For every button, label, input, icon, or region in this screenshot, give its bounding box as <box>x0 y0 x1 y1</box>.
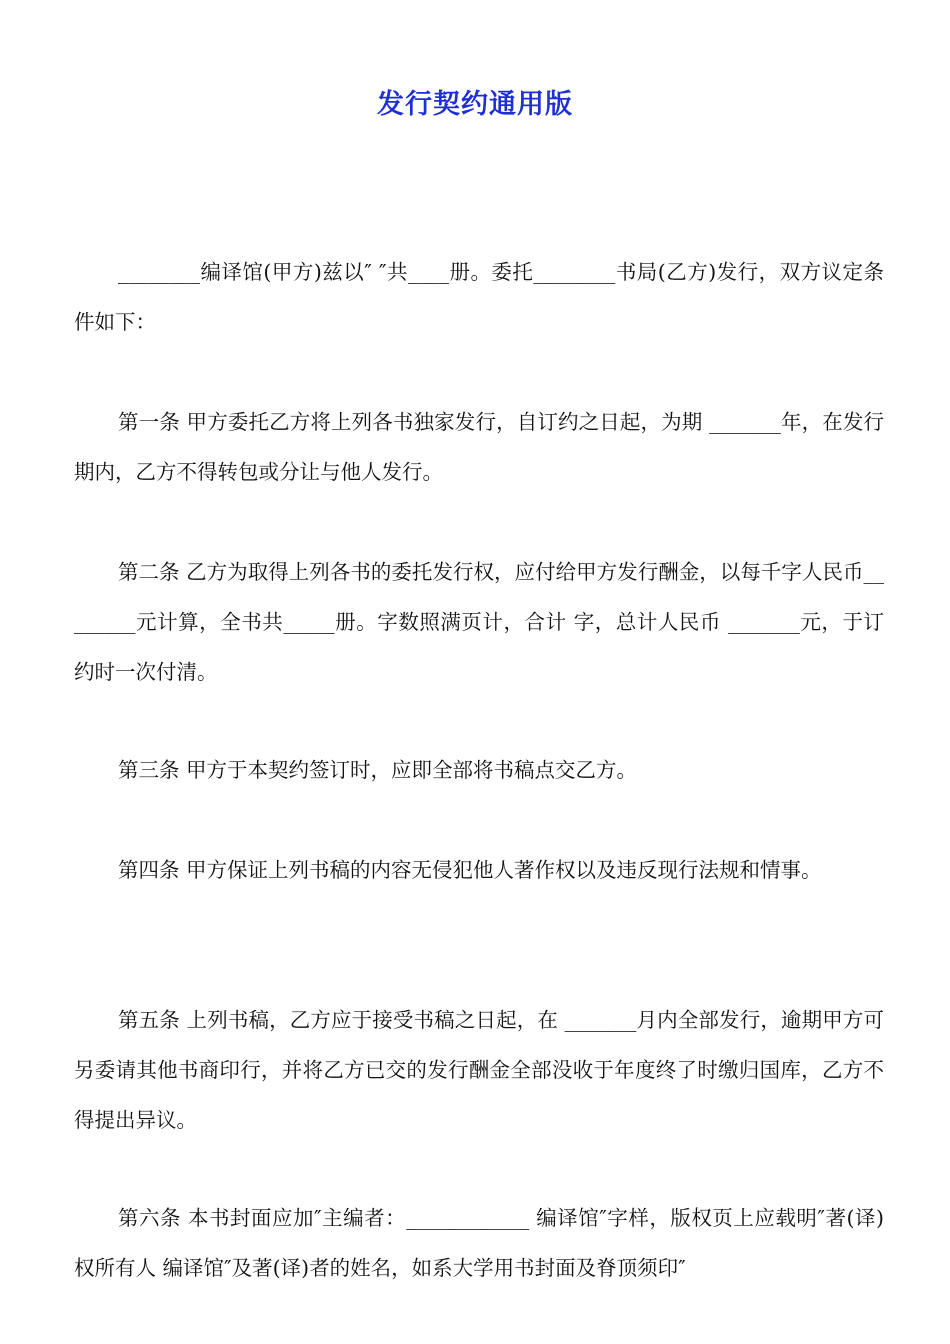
article-2-paragraph: 第二条 乙方为取得上列各书的委托发行权，应付给甲方发行酬金，以每千字人民币________元计算，全书共_____册。字数照满页计，合计 字，总计人民币 _______元，于订约时一次付清。 <box>74 559 884 684</box>
article-6-paragraph: 第六条 本书封面应加″主编者：____________ 编译馆″字样，版权页上应载明″著(译)权所有人 编译馆″及著(译)者的姓名，如系大学用书封面及脊顶须印″ <box>74 1205 884 1280</box>
article-1-paragraph: 第一条 甲方委托乙方将上列各书独家发行，自订约之日起，为期 _______年，在发行期内，乙方不得转包或分让与他人发行。 <box>74 409 884 484</box>
article-4-paragraph: 第四条 甲方保证上列书稿的内容无侵犯他人著作权以及违反现行法规和情事。 <box>118 857 822 882</box>
article-3-paragraph: 第三条 甲方于本契约签订时，应即全部将书稿点交乙方。 <box>118 757 638 782</box>
document-title: 发行契约通用版 <box>377 89 573 120</box>
article-5-paragraph: 第五条 上列书稿，乙方应于接受书稿之日起，在 _______月内全部发行，逾期甲方可另委请其他书商印行，并将乙方已交的发行酬金全部没收于年度终了时缴归国库，乙方不得提出异议。 <box>74 1007 884 1132</box>
intro-paragraph: ________编译馆(甲方)兹以″ ″共____册。委托________书局(乙方)发行，双方议定条件如下： <box>74 259 884 334</box>
